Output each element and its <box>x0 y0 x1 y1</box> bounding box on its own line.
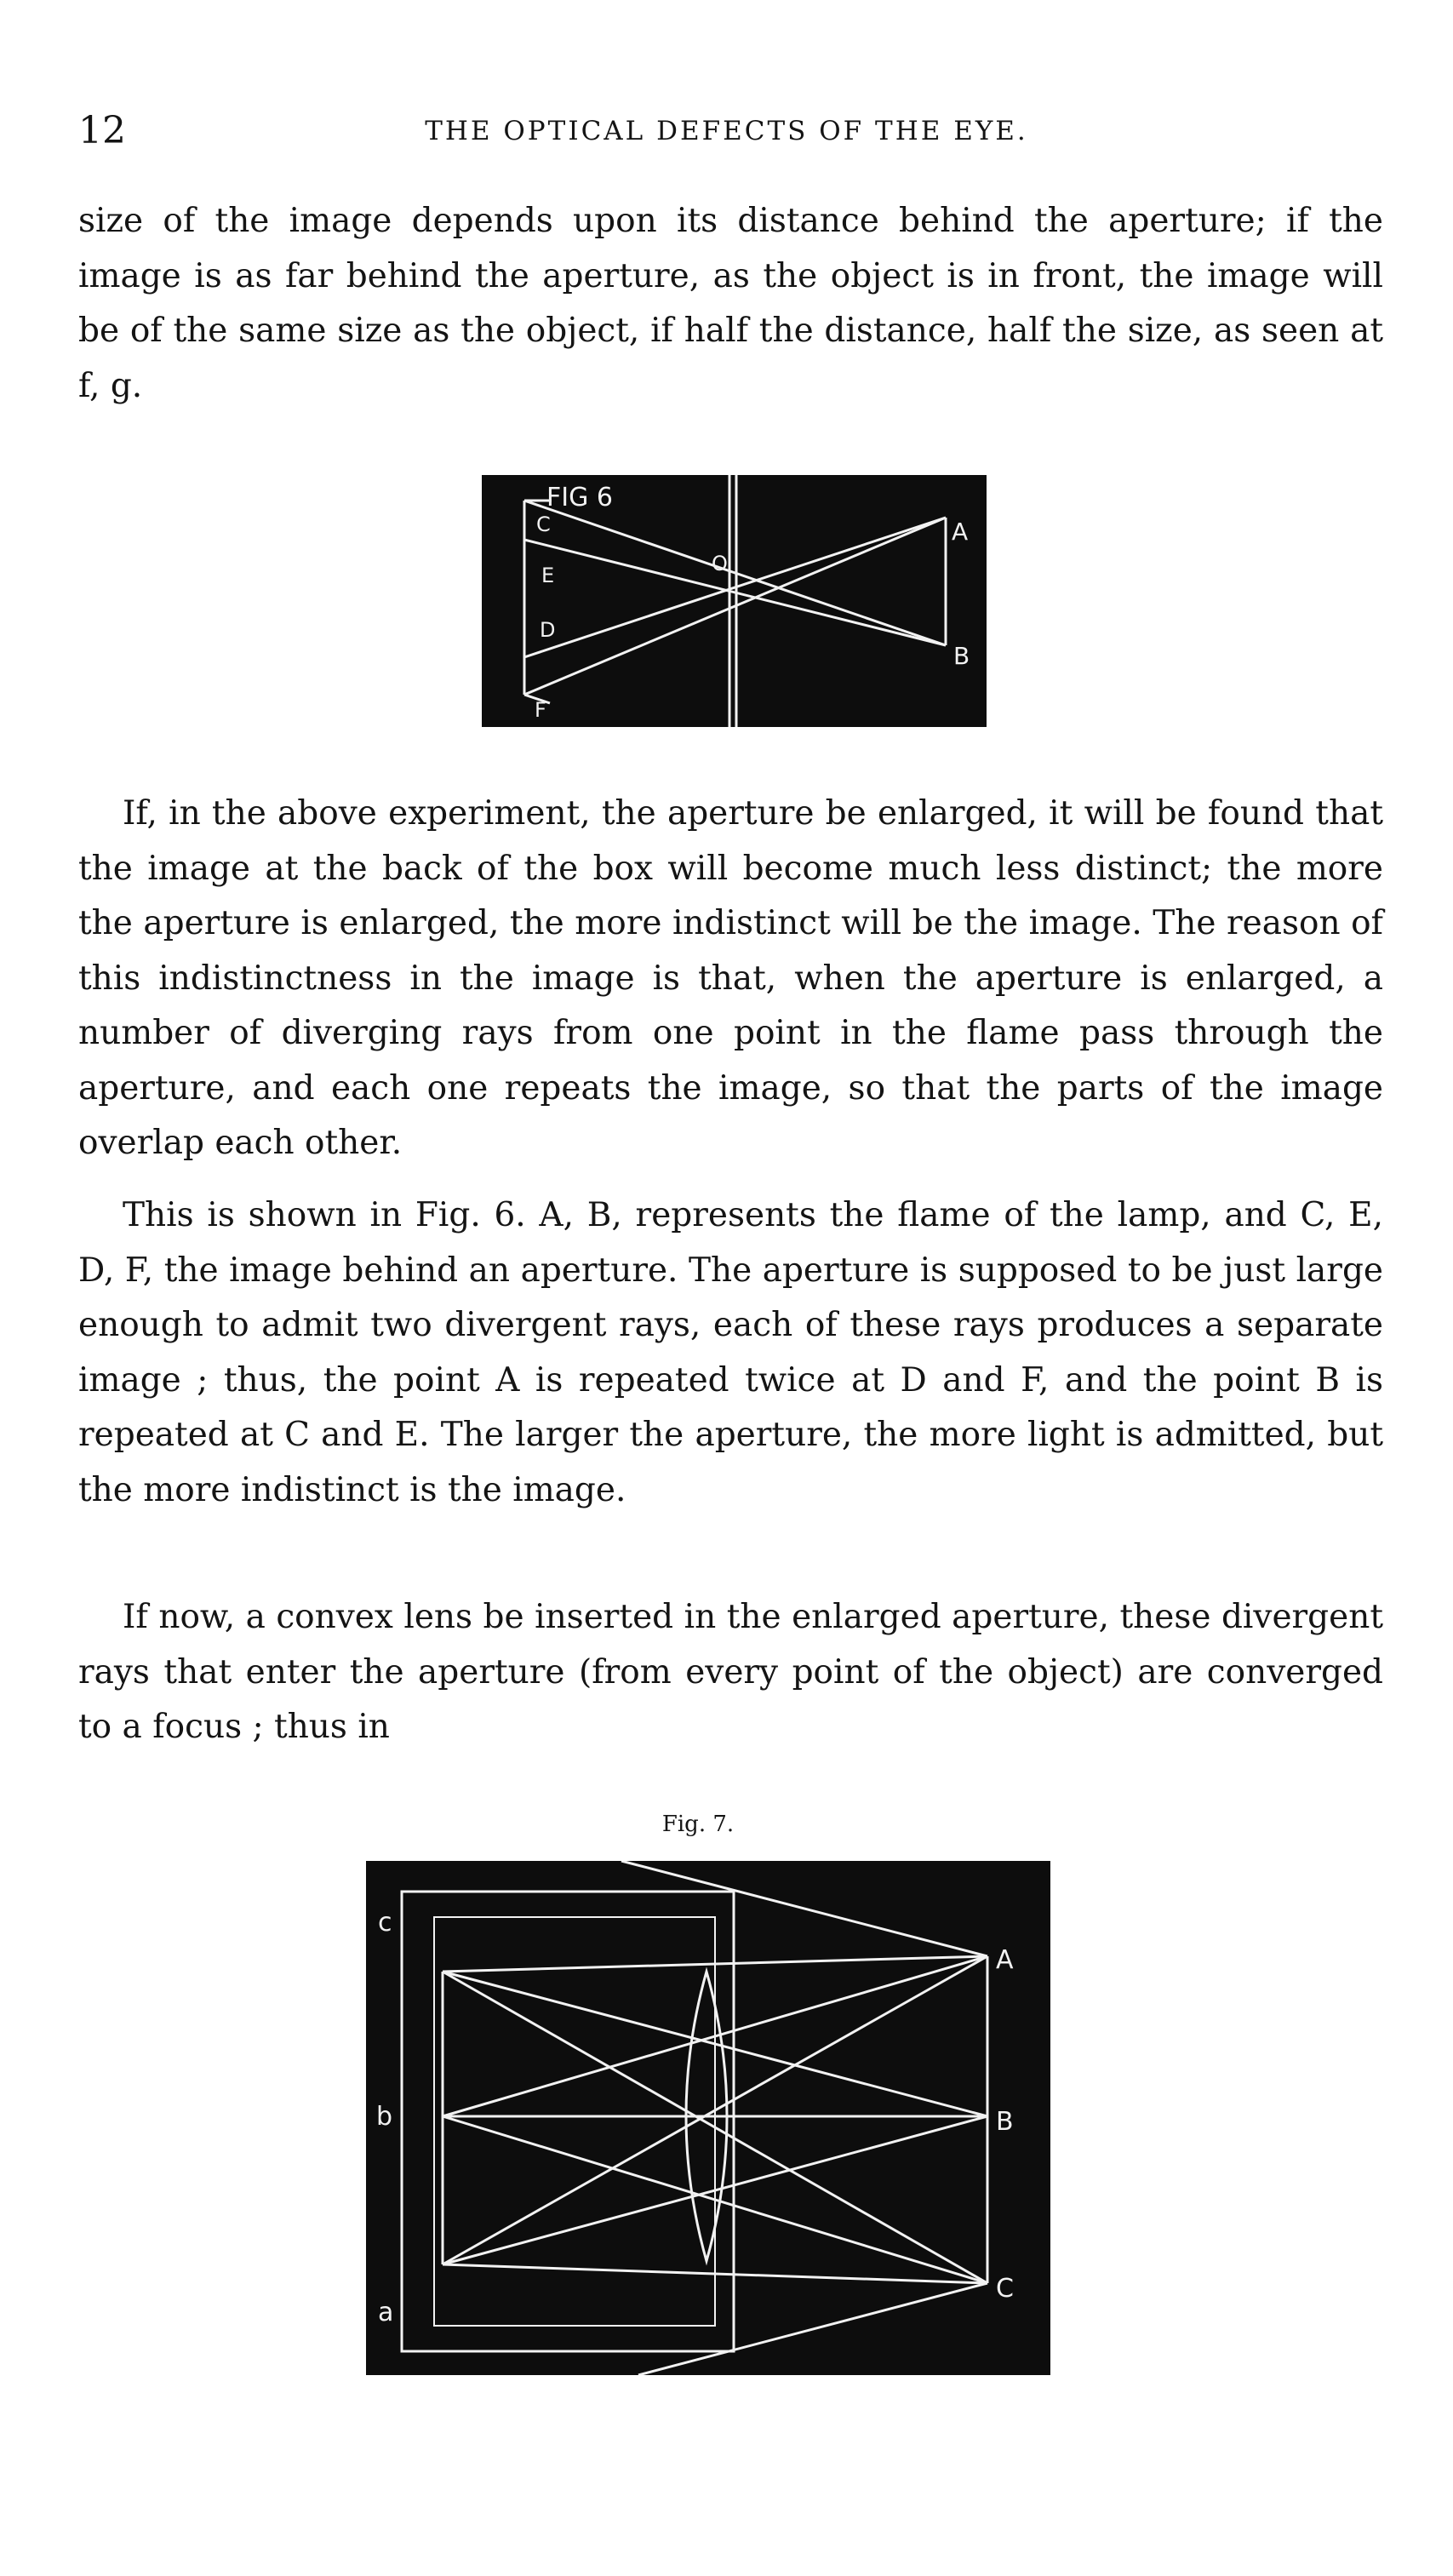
fig7-label-b: B <box>996 2107 1014 2137</box>
fig7-label-c-small: c <box>378 1908 392 1938</box>
fig6-label-a: A <box>952 518 969 546</box>
fig6-label-e: E <box>541 564 555 587</box>
fig6-engraved-title: FIG 6 <box>546 483 613 512</box>
figure-7-caption: Fig. 7. <box>661 1812 735 1837</box>
figure-7-engraving <box>366 1861 1050 2375</box>
fig6-label-d: D <box>540 618 556 642</box>
paragraph-convex-lens: If now, a convex lens be inserted in the enlarged aperture, these divergent rays that enter the aperture (from every point of the object) are converged to a focus ; thus in <box>78 1598 1383 1746</box>
fig6-label-f: F <box>535 698 546 722</box>
figure-6-diagram <box>482 475 987 727</box>
fig7-label-a-small: a <box>378 2298 394 2327</box>
fig7-label-c: C <box>996 2274 1014 2304</box>
running-header <box>78 109 1375 160</box>
fig7-label-b-small: b <box>376 2102 393 2132</box>
fig7-label-a: A <box>996 1945 1014 1975</box>
paragraph-continued: size of the image depends upon its distance behind the aperture; if the image is as far behind the aperture, as the object is in front, the image will be of the same size as the object, if half the distance, half the size, as seen at f, g. <box>78 202 1383 405</box>
figure-7-diagram <box>366 1861 1050 2375</box>
running-title: THE OPTICAL DEFECTS OF THE EYE. <box>425 116 1028 146</box>
camera-box <box>402 1892 734 2351</box>
page-number: 12 <box>78 109 126 152</box>
fig6-label-c: C <box>536 512 551 536</box>
fig6-label-b: B <box>953 642 970 670</box>
figure-6-engraving <box>482 475 987 727</box>
fig6-label-o: O <box>712 552 728 575</box>
paragraph-enlarged-aperture: If, in the above experiment, the aperture be enlarged, it will be found that the image at the back of the box will become much less distinct; the more the aperture is enlarged, the more indistinct will be the image. The reason of this indistinctness in the image is that, when the aperture is enlarged, a number of diverging rays from one point in the flame pass through the aperture, and each one repeats the image, so that the parts of the image overlap each other. <box>78 794 1383 1162</box>
paragraph-fig6-explanation: This is shown in Fig. 6. A, B, represents the flame of the lamp, and C, E, D, F, the image behind an aperture. The aperture is supposed to be just large enough to admit two divergent rays, each of these rays produces a separate image ; thus, the point A is repeated twice at D and F, and the point B is repeated at C and E. The larger the aperture, the more light is admitted, but the more indistinct is the image. <box>78 1196 1383 1509</box>
